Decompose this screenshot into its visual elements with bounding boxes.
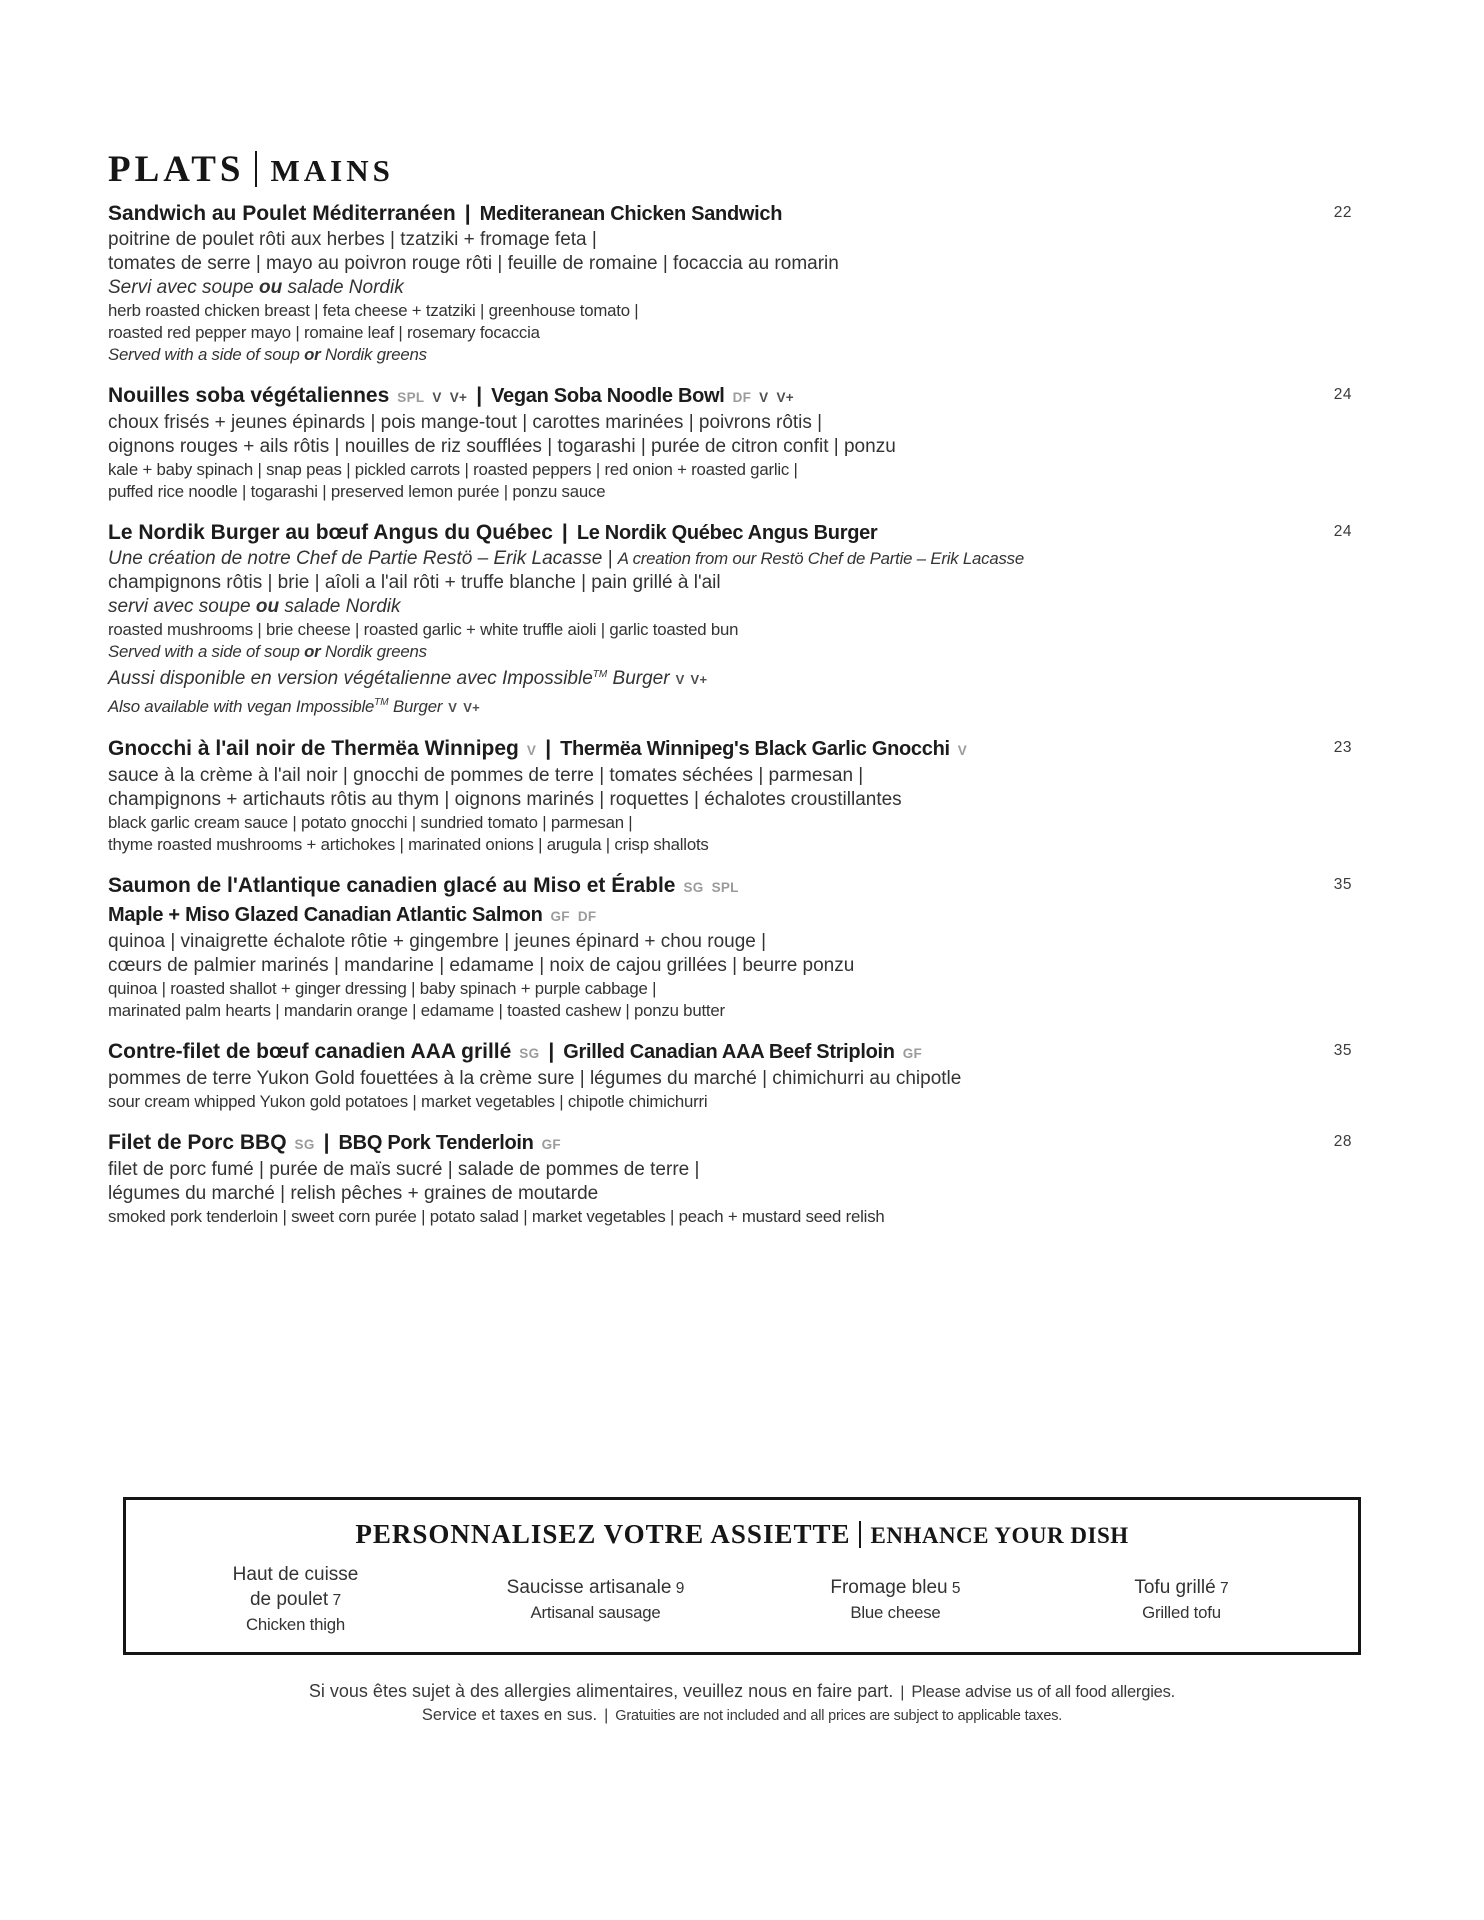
text-segment: cœurs de palmier marinés | mandarine | edamame | noix de cajou grillées | beurre ponzu <box>108 955 855 976</box>
text-segment: herb roasted chicken breast | feta cheese + tzatziki | greenhouse tomato | <box>108 301 639 320</box>
item-desc-line <box>108 1091 1352 1113</box>
item-price: 28 <box>1333 1133 1352 1150</box>
text-segment: TM <box>374 697 389 708</box>
item-desc-line <box>108 1206 1352 1228</box>
diet-badge: SPL <box>711 880 739 895</box>
text-segment: | <box>476 384 483 407</box>
text-segment: ou <box>255 596 280 617</box>
text-segment: black garlic cream sauce | potato gnocchi | sundried tomato | parmesan | <box>108 813 633 832</box>
text-segment: Maple + Miso Glazed Canadian Atlantic Salmon <box>108 904 543 926</box>
text-segment: Mediteranean Chicken Sandwich <box>479 203 783 225</box>
footer <box>0 1681 1484 1725</box>
text-segment: sour cream whipped Yukon gold potatoes | market vegetables | chipotle chimichurri <box>108 1092 708 1111</box>
item-price: 24 <box>1333 523 1352 540</box>
text-segment: Grilled Canadian AAA Beef Striploin <box>563 1041 895 1063</box>
diet-badge: SG <box>683 880 704 895</box>
text-segment: Burger <box>607 668 670 689</box>
item-desc-line <box>108 571 1352 595</box>
text-segment: légumes du marché | relish pêches + graines de moutarde <box>108 1183 599 1204</box>
enhance-title-divider <box>859 1521 861 1548</box>
diet-badge: V <box>675 672 685 687</box>
text-segment: Le Nordik Burger au bœuf Angus du Québec <box>108 521 553 544</box>
item-title-line <box>108 1129 1352 1158</box>
menu-item <box>108 200 1352 366</box>
item-desc-line <box>108 978 1352 1000</box>
diet-badge: V <box>526 743 537 758</box>
item-desc-line <box>108 459 1352 481</box>
item-desc-line <box>108 788 1352 812</box>
text-segment: Nordik greens <box>320 642 427 661</box>
text-segment: or <box>304 642 321 661</box>
text-segment: marinated palm hearts | mandarin orange | edamame | toasted cashew | ponzu butter <box>108 1001 725 1020</box>
text-segment: roasted mushrooms | brie cheese | roasted garlic + white truffle aioli | garlic toasted bun <box>108 620 739 639</box>
text-segment: oignons rouges + ails rôtis | nouilles de riz soufflées | togarashi | purée de citron confit | ponzu <box>108 436 896 457</box>
option-name-fr: Fromage bleu 5 <box>830 1576 961 1598</box>
item-desc-line <box>108 276 1352 300</box>
text-segment: | <box>545 737 552 760</box>
footer-line <box>0 1681 1484 1702</box>
text-segment: poitrine de poulet rôti aux herbes | tzatziki + fromage feta | <box>108 229 597 250</box>
text-segment: Aussi disponible en version végétalienne avec Impossible <box>108 668 593 689</box>
item-desc-line <box>108 692 1352 719</box>
text-segment: Served with a side of soup <box>108 345 305 364</box>
diet-badge: DF <box>732 390 752 405</box>
item-price: 35 <box>1333 1042 1352 1059</box>
option-name-fr: de poulet 7 <box>249 1589 342 1610</box>
item-desc-line <box>108 663 1352 692</box>
item-price: 24 <box>1333 386 1352 403</box>
item-desc-line <box>108 619 1352 641</box>
item-title-line <box>108 519 1352 547</box>
text-segment: salade Nordik <box>282 277 404 298</box>
menu-items <box>108 200 1352 1244</box>
footer-line <box>0 1706 1484 1725</box>
diet-badge: V <box>759 390 769 405</box>
text-segment: kale + baby spinach | snap peas | pickled carrots | roasted peppers | red onion + roasted garlic | <box>108 460 798 479</box>
option-price: 5 <box>947 1579 961 1597</box>
text-segment: quinoa | vinaigrette échalote rôtie + gingembre | jeunes épinard + chou rouge | <box>108 931 767 952</box>
item-desc-line <box>108 547 1352 571</box>
item-desc-line <box>108 834 1352 856</box>
item-title-line <box>108 735 1352 764</box>
text-segment: | <box>561 521 568 544</box>
title-divider <box>255 151 257 187</box>
option-name-en: Grilled tofu <box>1142 1602 1221 1622</box>
text-segment: Filet de Porc BBQ <box>108 1131 287 1154</box>
item-price: 35 <box>1333 876 1352 893</box>
item-desc-line <box>108 481 1352 503</box>
diet-badge: V <box>448 700 458 715</box>
enhance-option <box>156 1562 435 1636</box>
footer-divider: | <box>604 1707 609 1724</box>
text-segment: puffed rice noodle | togarashi | preserved lemon purée | ponzu sauce <box>108 482 606 501</box>
item-desc-line <box>108 954 1352 978</box>
enhance-title-fr: PERSONNALISEZ VOTRE ASSIETTE <box>355 1519 851 1549</box>
item-desc-line <box>108 764 1352 788</box>
footer-allergy-en: Please advise us of all food allergies. <box>911 1683 1176 1701</box>
text-segment: Gnocchi à l'ail noir de Thermëa Winnipeg <box>108 737 519 760</box>
text-segment: TM <box>592 669 608 680</box>
diet-badge: GF <box>541 1137 561 1152</box>
text-segment: Also available with vegan Impossible <box>108 697 375 716</box>
text-segment: Une création de notre Chef de Partie Restö – Erik Lacasse | <box>108 548 618 569</box>
text-segment: BBQ Pork Tenderloin <box>338 1132 534 1154</box>
text-segment: Nordik greens <box>320 345 427 364</box>
text-segment: Saumon de l'Atlantique canadien glacé au Miso et Érable <box>108 874 676 897</box>
item-title-line <box>108 382 1352 411</box>
diet-badge: SG <box>519 1046 540 1061</box>
diet-badge: V+ <box>690 672 708 687</box>
menu-item <box>108 1038 1352 1113</box>
text-segment: Servi avec soupe <box>108 277 260 298</box>
item-title-line <box>108 901 1352 930</box>
item-desc-line <box>108 228 1352 252</box>
diet-badge: V+ <box>463 700 481 715</box>
text-segment: tomates de serre | mayo au poivron rouge rôti | feuille de romaine | focaccia au romarin <box>108 253 839 274</box>
enhance-options <box>126 1562 1358 1636</box>
enhance-box-title <box>126 1519 1358 1550</box>
option-price: 7 <box>328 1592 342 1609</box>
option-price: 9 <box>671 1579 685 1597</box>
option-price: 7 <box>1215 1579 1229 1597</box>
text-segment: smoked pork tenderloin | sweet corn purée | potato salad | market vegetables | peach + mustard seed relish <box>108 1207 885 1226</box>
text-segment: roasted red pepper mayo | romaine leaf | rosemary focaccia <box>108 323 540 342</box>
item-title-line <box>108 872 1352 901</box>
diet-badge: V <box>432 390 442 405</box>
text-segment: Contre-filet de bœuf canadien AAA grillé <box>108 1040 512 1063</box>
footer-taxes-en: Gratuities are not included and all prices are subject to applicable taxes. <box>615 1708 1063 1724</box>
item-desc-line <box>108 595 1352 619</box>
item-desc-line <box>108 435 1352 459</box>
item-desc-line <box>108 930 1352 954</box>
option-name-fr: Haut de cuisse <box>232 1564 359 1585</box>
text-segment: Thermëa Winnipeg's Black Garlic Gnocchi <box>560 738 950 760</box>
option-name-en: Artisanal sausage <box>530 1602 661 1622</box>
text-segment: champignons + artichauts rôtis au thym | oignons marinés | roquettes | échalotes croustillantes <box>108 789 902 810</box>
item-desc-line <box>108 641 1352 663</box>
page-title-fr: PLATS <box>108 149 245 190</box>
text-segment: servi avec soupe <box>108 596 256 617</box>
page-title <box>108 148 394 191</box>
text-segment: ou <box>259 277 283 298</box>
text-segment: filet de porc fumé | purée de maïs sucré | salade de pommes de terre | <box>108 1159 700 1180</box>
diet-badge: V+ <box>776 390 794 405</box>
text-segment: Nouilles soba végétaliennes <box>108 384 390 407</box>
item-desc-line <box>108 411 1352 435</box>
menu-item <box>108 872 1352 1022</box>
item-desc-line <box>108 1182 1352 1206</box>
text-segment: thyme roasted mushrooms + artichokes | marinated onions | arugula | crisp shallots <box>108 835 709 854</box>
diet-badge: DF <box>577 909 597 924</box>
item-price: 22 <box>1333 204 1352 221</box>
text-segment: | <box>464 202 471 225</box>
enhance-title-en: ENHANCE YOUR DISH <box>870 1523 1129 1548</box>
item-desc-line <box>108 1067 1352 1091</box>
page-title-en: MAINS <box>270 153 394 188</box>
item-title-line <box>108 200 1352 228</box>
text-segment: A creation from our Restö Chef de Partie – Erik Lacasse <box>617 549 1025 568</box>
text-segment: quinoa | roasted shallot + ginger dressing | baby spinach + purple cabbage | <box>108 979 657 998</box>
text-segment: Burger <box>388 697 443 716</box>
enhance-option <box>1035 1575 1328 1624</box>
footer-taxes-fr: Service et taxes en sus. <box>421 1706 598 1724</box>
text-segment: salade Nordik <box>279 596 401 617</box>
menu-item <box>108 382 1352 503</box>
footer-allergy-fr: Si vous êtes sujet à des allergies alimentaires, veuillez nous en faire part. <box>308 1681 894 1701</box>
text-segment: pommes de terre Yukon Gold fouettées à la crème sure | légumes du marché | chimichurri au chipotle <box>108 1068 962 1089</box>
enhance-option <box>435 1575 756 1624</box>
menu-item <box>108 519 1352 719</box>
text-segment: | <box>323 1131 330 1154</box>
diet-badge: V <box>957 743 968 758</box>
text-segment: Vegan Soba Noodle Bowl <box>491 385 725 407</box>
item-price: 23 <box>1333 739 1352 756</box>
text-segment: sauce à la crème à l'ail noir | gnocchi de pommes de terre | tomates séchées | parmesan | <box>108 765 864 786</box>
text-segment: or <box>304 345 321 364</box>
footer-divider: | <box>900 1684 905 1701</box>
text-segment: champignons rôtis | brie | aîoli a l'ail rôti + truffe blanche | pain grillé à l'ail <box>108 572 721 593</box>
item-desc-line <box>108 252 1352 276</box>
enhance-box <box>123 1497 1361 1655</box>
diet-badge: GF <box>902 1046 923 1061</box>
diet-badge: SG <box>294 1137 315 1152</box>
option-name-en: Chicken thigh <box>245 1615 346 1634</box>
item-desc-line <box>108 300 1352 322</box>
menu-item <box>108 1129 1352 1228</box>
diet-badge: GF <box>550 909 570 924</box>
item-desc-line <box>108 322 1352 344</box>
option-name-fr: Saucisse artisanale 9 <box>506 1576 685 1598</box>
option-name-fr: Tofu grillé 7 <box>1134 1576 1229 1598</box>
item-desc-line <box>108 1158 1352 1182</box>
item-desc-line <box>108 344 1352 366</box>
item-desc-line <box>108 812 1352 834</box>
item-title-line <box>108 1038 1352 1067</box>
text-segment: Le Nordik Québec Angus Burger <box>576 522 878 544</box>
item-desc-line <box>108 1000 1352 1022</box>
option-name-en: Blue cheese <box>850 1602 941 1622</box>
text-segment: Sandwich au Poulet Méditerranéen <box>108 202 456 225</box>
enhance-option <box>756 1575 1035 1624</box>
text-segment: choux frisés + jeunes épinards | pois mange-tout | carottes marinées | poivrons rôtis | <box>108 412 823 433</box>
diet-badge: V+ <box>449 390 468 405</box>
menu-item <box>108 735 1352 856</box>
text-segment: Served with a side of soup <box>108 642 305 661</box>
text-segment: | <box>548 1040 555 1063</box>
diet-badge: SPL <box>397 390 425 405</box>
